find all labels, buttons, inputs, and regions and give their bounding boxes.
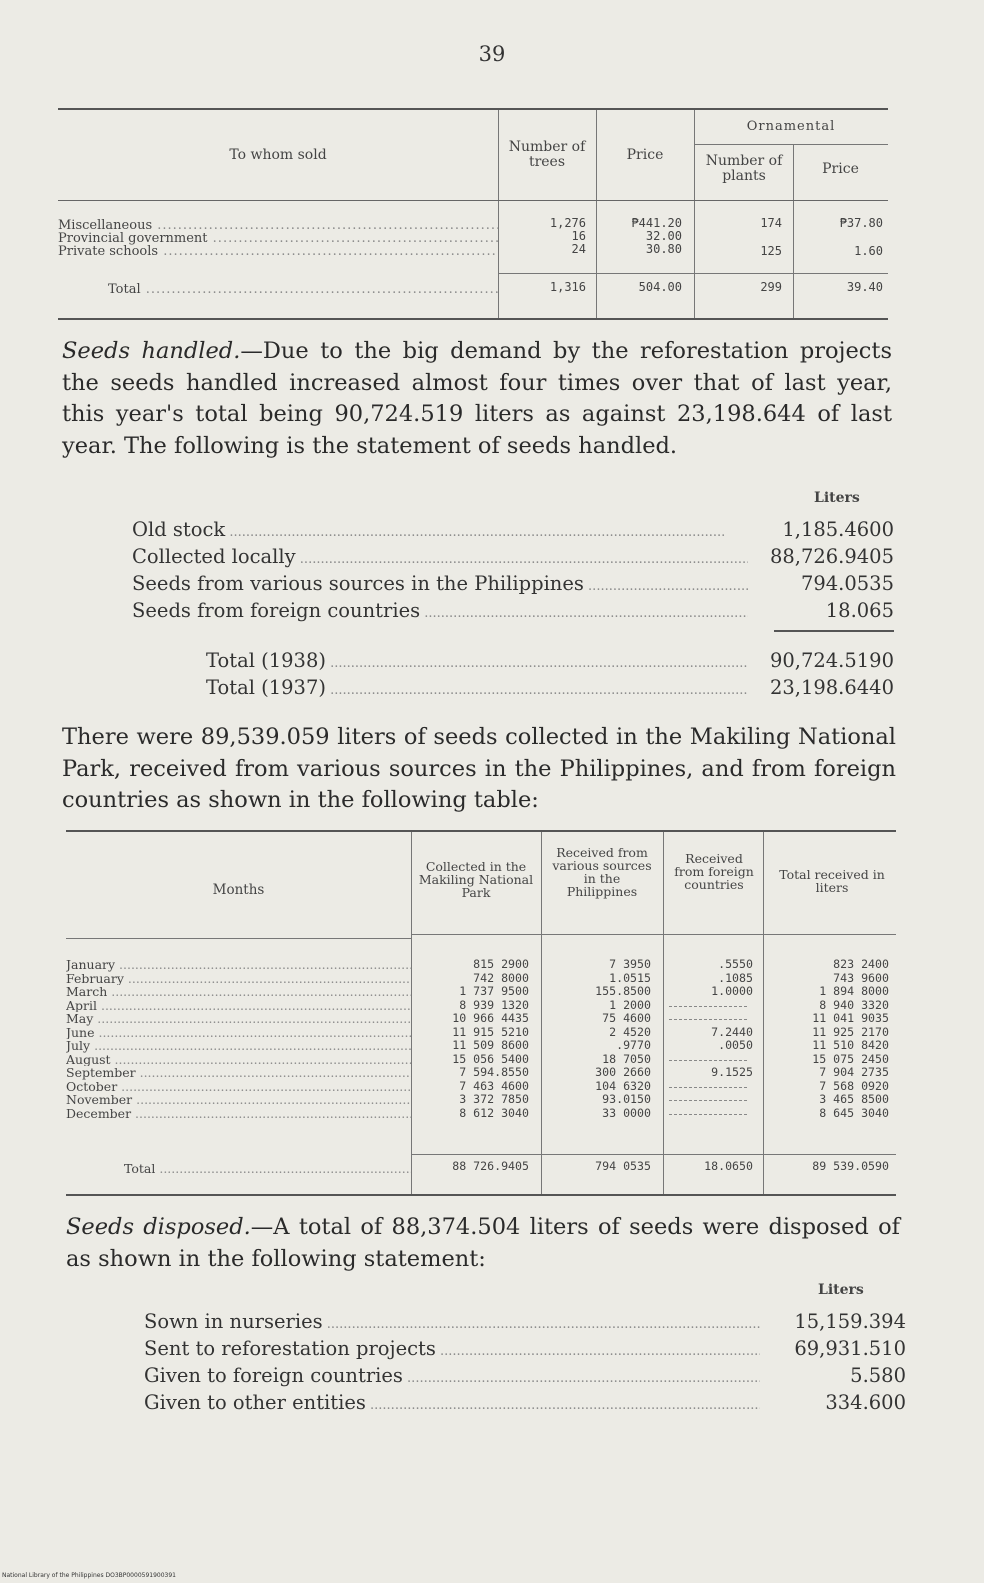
received-ph-value: 2 4520 (609, 1024, 651, 1039)
stmt2-label: Sown in nurseries ..... (144, 1310, 760, 1333)
body-seeds-handled: —Due to the big demand by the reforestation projects the seeds handled increased almost four times over that of last year, this year's total being 90,724.519 liters as against 23,198.644 of last year. The following is the statement of seeds handled. (62, 338, 892, 459)
total-received-value: 7 568 0920 (819, 1078, 889, 1093)
total-received-value: 823 2400 (833, 957, 889, 971)
received-foreign-value (669, 1006, 747, 1007)
received-ph-value: 7 3950 (609, 957, 651, 971)
received-foreign-value (669, 1087, 747, 1088)
row-label-total: Total ..... (58, 282, 498, 297)
trees-misc: 1,276 (549, 216, 586, 230)
received-ph-value: 300 2660 (595, 1065, 651, 1079)
plants-total: 299 (760, 280, 782, 294)
stmt1-unit: Liters (814, 490, 860, 506)
header-months: Months (212, 882, 265, 898)
month-label: May ..... (66, 1012, 411, 1026)
stmt1-sum-line (774, 630, 894, 632)
plants-priv: 125 (760, 244, 782, 258)
month-label: April ..... (66, 999, 411, 1013)
stmt2-value: 69,931.510 (794, 1337, 906, 1360)
header-number-of-plants: Number of plants (705, 153, 783, 184)
total-received-ph: 794 0535 (595, 1159, 651, 1173)
trees-priv: 24 (571, 242, 586, 256)
received-foreign-value: .0050 (718, 1038, 753, 1052)
month-label: November ..... (66, 1093, 411, 1107)
price-misc: ₱441.20 (631, 216, 682, 230)
trees-prov: 16 (571, 229, 586, 243)
stmt1-label: Collected locally ..... (132, 545, 748, 568)
total-received-value: 1 894 8000 (819, 984, 889, 998)
total-received-value: 8 940 3320 (819, 997, 889, 1012)
stmt1-value: 88,726.9405 (769, 545, 894, 568)
received-foreign-value: 1.0000 (711, 984, 753, 998)
total-received-value: 11 925 2170 (812, 1024, 889, 1039)
month-label: July ..... (66, 1039, 411, 1053)
month-label: February ..... (66, 972, 411, 986)
received-ph-value: 104 6320 (595, 1078, 651, 1093)
received-ph-value: 155.8500 (595, 984, 651, 998)
price-total: 504.00 (638, 280, 682, 294)
month-label: August ..... (66, 1053, 411, 1067)
received-ph-value: 1.0515 (609, 970, 651, 985)
total-received-value: 8 645 3040 (819, 1105, 889, 1120)
header-to-whom-sold: To whom sold (229, 147, 327, 163)
header-ornamental-price: Price (822, 161, 859, 177)
row-label-private-schools: Private schools ..... (58, 244, 498, 259)
stmt1-total-value: 23,198.6440 (769, 676, 894, 699)
received-ph-value: 18 7050 (602, 1051, 651, 1066)
month-label: June ..... (66, 1026, 411, 1040)
total-received-value: 743 9600 (833, 970, 889, 985)
collected-value: 742 8000 (473, 970, 529, 985)
collected-value: 7 463 4600 (459, 1078, 529, 1093)
total-received-all: 89 539.0590 (812, 1159, 889, 1173)
header-received-ph: Received from various sources in the Philippines (552, 845, 652, 899)
trees-total: 1,316 (549, 280, 586, 294)
total-received-foreign: 18.0650 (704, 1159, 753, 1173)
plants-misc: 174 (760, 216, 782, 230)
stmt1-total-label: Total (1938) ..... (206, 649, 748, 672)
received-ph-value: 93.0150 (602, 1092, 651, 1106)
received-foreign-value (669, 1100, 747, 1101)
collected-value: 3 372 7850 (459, 1092, 529, 1106)
month-label: October ..... (66, 1080, 411, 1094)
collected-value: 7 594.8550 (459, 1065, 529, 1079)
orn-price-total: 39.40 (846, 280, 883, 294)
stmt2-label: Sent to reforestation projects ..... (144, 1337, 760, 1360)
orn-price-misc: ₱37.80 (839, 216, 883, 230)
header-ornamental: Ornamental (746, 119, 836, 134)
row-label-miscellaneous: Miscellaneous ..... (58, 218, 498, 233)
lead-seeds-disposed: Seeds disposed. (66, 1214, 251, 1240)
body-seeds-disposed: —A total of 88,374.504 liters of seeds were disposed of as shown in the following statement: (66, 1214, 900, 1272)
stmt2-value: 5.580 (850, 1364, 906, 1387)
month-label: December ..... (66, 1107, 411, 1121)
paragraph-seeds-handled (62, 336, 892, 462)
received-ph-value: 1 2000 (609, 997, 651, 1012)
stmt1-total-value: 90,724.5190 (769, 649, 894, 672)
stmt2-label: Given to other entities ..... (144, 1391, 760, 1414)
stmt2-value: 15,159.394 (794, 1310, 906, 1333)
stmt1-total-label: Total (1937) ..... (206, 676, 748, 699)
collected-value: 8 612 3040 (459, 1105, 529, 1120)
total-row-label: Total ..... (66, 1162, 411, 1176)
collected-value: 1 737 9500 (459, 984, 529, 998)
total-received-value: 15 075 2450 (812, 1051, 889, 1066)
received-foreign-value (669, 1060, 747, 1061)
total-collected: 88 726.9405 (452, 1159, 529, 1173)
month-label: January ..... (66, 958, 411, 972)
monthly-seeds-table (66, 830, 896, 1196)
header-total-received: Total received in liters (779, 867, 885, 895)
collected-value: 11 509 8600 (452, 1038, 529, 1052)
total-received-value: 7 904 2735 (819, 1065, 889, 1079)
stmt1-label: Seeds from various sources in the Philippines ..... (132, 572, 748, 595)
stmt2-unit: Liters (818, 1282, 864, 1298)
row-label-provincial: Provincial government ..... (58, 231, 498, 246)
total-received-value: 11 041 9035 (812, 1011, 889, 1025)
received-foreign-value: 7.2440 (711, 1024, 753, 1039)
stmt1-label: Old stock ..... (132, 518, 748, 541)
collected-value: 15 056 5400 (452, 1051, 529, 1066)
received-foreign-value: .5550 (718, 957, 753, 971)
received-foreign-value: 9.1525 (711, 1065, 753, 1079)
header-number-of-trees: Number of trees (508, 139, 586, 170)
price-prov: 32.00 (645, 229, 682, 243)
paragraph-makiling: There were 89,539.059 liters of seeds collected in the Makiling National Park, received from various sources in the Philippines, and from foreign countries as shown in the following table: (62, 724, 896, 813)
stmt2-label: Given to foreign countries ..... (144, 1364, 760, 1387)
header-received-foreign: Received from foreign countries (674, 851, 754, 892)
stmt1-value: 1,185.4600 (782, 518, 894, 541)
paragraph-seeds-disposed (66, 1212, 900, 1275)
month-label: September ..... (66, 1066, 411, 1080)
received-ph-value: .9770 (616, 1038, 651, 1052)
stmt1-label: Seeds from foreign countries ..... (132, 599, 748, 622)
stmt1-value: 18.065 (825, 599, 894, 622)
stmt1-value: 794.0535 (800, 572, 894, 595)
month-label: March ..... (66, 985, 411, 999)
collected-value: 8 939 1320 (459, 997, 529, 1012)
received-ph-value: 33 0000 (602, 1105, 651, 1120)
total-received-value: 11 510 8420 (812, 1038, 889, 1052)
price-priv: 30.80 (645, 242, 682, 256)
library-footer: National Library of the Philippines DO3BP0000591900391 (2, 1572, 176, 1579)
total-received-value: 3 465 8500 (819, 1092, 889, 1106)
header-collected: Collected in the Makiling National Park (418, 859, 534, 900)
orn-price-priv: 1.60 (854, 244, 883, 258)
header-price: Price (626, 147, 664, 163)
collected-value: 10 966 4435 (452, 1011, 529, 1025)
stmt2-value: 334.600 (825, 1391, 906, 1414)
page-number: 39 (478, 42, 506, 66)
received-foreign-value: .1085 (718, 970, 753, 985)
received-ph-value: 75 4600 (602, 1011, 651, 1025)
collected-value: 815 2900 (473, 957, 529, 971)
received-foreign-value (669, 1114, 747, 1115)
lead-seeds-handled: Seeds handled. (62, 338, 241, 364)
sales-table (58, 108, 888, 320)
collected-value: 11 915 5210 (452, 1024, 529, 1039)
received-foreign-value (669, 1019, 747, 1020)
